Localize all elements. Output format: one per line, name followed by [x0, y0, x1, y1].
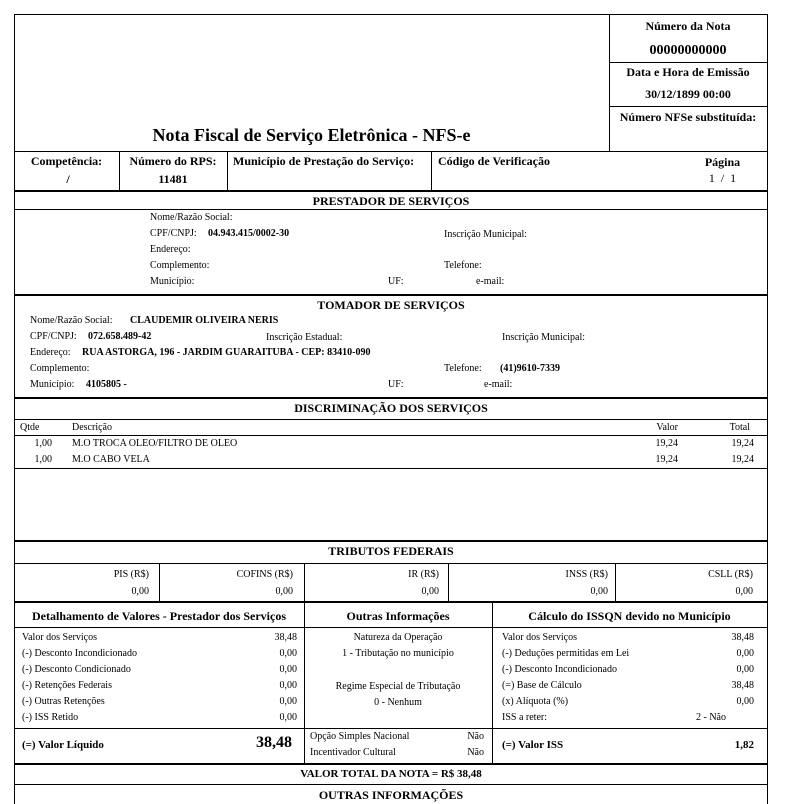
simples-value: Não	[467, 731, 484, 742]
tomador-cpf-label: CPF/CNPJ:	[30, 331, 77, 342]
detalhamento-value: 0,00	[279, 696, 297, 707]
tributos-title: TRIBUTOS FEDERAIS	[328, 544, 454, 558]
valor-liquido: 38,48	[256, 734, 292, 751]
row-descricao: M.O CABO VELA	[72, 454, 150, 465]
rps-value: 11481	[158, 172, 188, 186]
pagina-value: 1 / 1	[708, 171, 737, 185]
ir-label: IR (R$)	[408, 569, 439, 580]
detalhamento-value: 0,00	[279, 648, 297, 659]
regime-value: 0 - Nenhum	[374, 697, 422, 708]
outras-informacoes-title: OUTRAS INFORMAÇÕES	[318, 788, 464, 802]
prestador-uf-label: UF:	[388, 276, 404, 287]
row-descricao: M.O TROCA OLEO/FILTRO DE OLEO	[72, 438, 238, 449]
prestador-cpf-label: CPF/CNPJ:	[150, 228, 197, 239]
issqn-value: 0,00	[736, 696, 754, 707]
natureza-value: 1 - Tributação no município	[342, 648, 454, 659]
col-descricao-header: Descrição	[72, 422, 112, 433]
prestador-nome-label: Nome/Razão Social:	[150, 212, 233, 223]
data-emissao: 30/12/1899 00:00	[645, 87, 731, 101]
nfse-substituida-label: Número NFSe substituída:	[619, 110, 757, 124]
prestador-telefone-label: Telefone:	[444, 260, 482, 271]
tomador-insc-mun-label: Inscrição Municipal:	[502, 332, 586, 343]
row-qtde: 1,00	[34, 438, 52, 449]
cofins-value: 0,00	[275, 586, 293, 597]
prestador-municipio-label: Município:	[150, 276, 195, 287]
row-qtde: 1,00	[34, 454, 52, 465]
tomador-complemento-label: Complemento:	[30, 363, 90, 374]
tomador-nome-label: Nome/Razão Social:	[30, 315, 113, 326]
detalhamento-value: 38,48	[274, 632, 297, 643]
issqn-label: (=) Base de Cálculo	[502, 680, 582, 691]
ir-value: 0,00	[421, 586, 439, 597]
tomador-telefone: (41)9610-7339	[500, 363, 560, 374]
natureza-label: Natureza da Operação	[353, 632, 443, 643]
table-row	[14, 437, 768, 453]
issqn-label: (-) Deduções permitidas em Lei	[502, 648, 630, 659]
detalhamento-value: 0,00	[279, 680, 297, 691]
prestador-cpf: 04.943.415/0002-30	[208, 228, 290, 239]
pis-value: 0,00	[131, 586, 149, 597]
detalhamento-value: 0,00	[279, 664, 297, 675]
numero-nota-label: Número da Nota	[645, 19, 731, 33]
codigo-verificacao-label: Código de Verificação	[438, 154, 550, 168]
incentivador-value: Não	[467, 747, 484, 758]
iss-reter-value: 2 - Não	[696, 712, 726, 723]
detalhamento-label: (-) Outras Retenções	[22, 696, 105, 707]
prestador-complemento-label: Complemento:	[150, 260, 210, 271]
detalhamento-label: (-) Retenções Federais	[22, 680, 112, 691]
pis-label: PIS (R$)	[113, 569, 149, 580]
competencia-label: Competência:	[30, 154, 103, 168]
detalhamento-value: 0,00	[279, 712, 297, 723]
row-total: 19,24	[731, 454, 754, 465]
rps-label: Número do RPS:	[129, 154, 217, 168]
row-valor: 19,24	[655, 438, 678, 449]
prestador-email-label: e-mail:	[476, 276, 505, 287]
issqn-title: Cálculo do ISSQN devido no Município	[528, 609, 731, 623]
valor-total-nota: VALOR TOTAL DA NOTA = R$ 38,48	[300, 768, 482, 780]
competencia-value: /	[66, 172, 70, 186]
col-qtde-header: Qtde	[20, 422, 40, 433]
issqn-value: 0,00	[736, 648, 754, 659]
servicos-title: DISCRIMINAÇÃO DOS SERVIÇOS	[294, 401, 488, 415]
incentivador-label: Incentivador Cultural	[310, 747, 396, 758]
detalhamento-label: (-) Desconto Condicionado	[22, 664, 131, 675]
regime-label: Regime Especial de Tributação	[335, 681, 461, 692]
issqn-value: 38,48	[731, 632, 754, 643]
tomador-email-label: e-mail:	[484, 379, 513, 390]
pagina-label: Página	[704, 155, 741, 169]
csll-value: 0,00	[735, 586, 753, 597]
prestador-insc-mun-label: Inscrição Municipal:	[444, 229, 528, 240]
csll-label: CSLL (R$)	[708, 569, 753, 580]
tomador-endereco: RUA ASTORGA, 196 - JARDIM GUARAITUBA - CEP: 83410-090	[82, 347, 371, 358]
tomador-endereco-label: Endereço:	[30, 347, 71, 358]
detalhamento-label: (-) Desconto Incondicionado	[22, 648, 137, 659]
tomador-title: TOMADOR DE SERVIÇOS	[317, 298, 465, 312]
detalhamento-title: Detalhamento de Valores - Prestador dos Serviços	[32, 609, 286, 623]
inss-label: INSS (R$)	[565, 569, 608, 580]
cofins-label: COFINS (R$)	[236, 569, 293, 580]
valor-iss-label: (=) Valor ISS	[502, 739, 564, 751]
table-row	[14, 453, 768, 469]
simples-label: Opção Simples Nacional	[310, 731, 410, 742]
municipio-prestacao-label: Município de Prestação do Serviço:	[233, 154, 415, 168]
row-total: 19,24	[731, 438, 754, 449]
numero-nota: 00000000000	[649, 43, 727, 58]
row-valor: 19,24	[655, 454, 678, 465]
page-title: Nota Fiscal de Serviço Eletrônica - NFS-e	[152, 125, 471, 145]
tomador-nome: CLAUDEMIR OLIVEIRA NERIS	[130, 315, 279, 326]
iss-reter-label: ISS a reter:	[502, 712, 547, 723]
valor-iss: 1,82	[734, 739, 754, 751]
detalhamento-label: Valor dos Serviços	[22, 632, 97, 643]
detalhamento-label: (-) ISS Retido	[22, 712, 79, 723]
tomador-insc-est-label: Inscrição Estadual:	[266, 332, 343, 343]
frame-top	[14, 14, 768, 15]
issqn-label: Valor dos Serviços	[502, 632, 577, 643]
col-valor-header: Valor	[656, 422, 678, 433]
issqn-value: 0,00	[736, 664, 754, 675]
tomador-municipio: 4105805 -	[86, 379, 127, 390]
prestador-endereco-label: Endereço:	[150, 244, 191, 255]
inss-value: 0,00	[590, 586, 608, 597]
issqn-label: (x) Alíquota (%)	[502, 696, 569, 707]
prestador-title: PRESTADOR DE SERVIÇOS	[312, 194, 470, 208]
outras-info-title: Outras Informações	[346, 609, 450, 623]
issqn-label: (-) Desconto Incondicionado	[502, 664, 617, 675]
tomador-cpf: 072.658.489-42	[88, 331, 152, 342]
tomador-telefone-label: Telefone:	[444, 363, 482, 374]
valor-liquido-label: (=) Valor Líquido	[22, 739, 104, 751]
issqn-value: 38,48	[731, 680, 754, 691]
tomador-municipio-label: Município:	[30, 379, 75, 390]
tomador-uf-label: UF:	[388, 379, 404, 390]
data-emissao-label: Data e Hora de Emissão	[626, 65, 750, 79]
col-total-header: Total	[729, 422, 750, 433]
